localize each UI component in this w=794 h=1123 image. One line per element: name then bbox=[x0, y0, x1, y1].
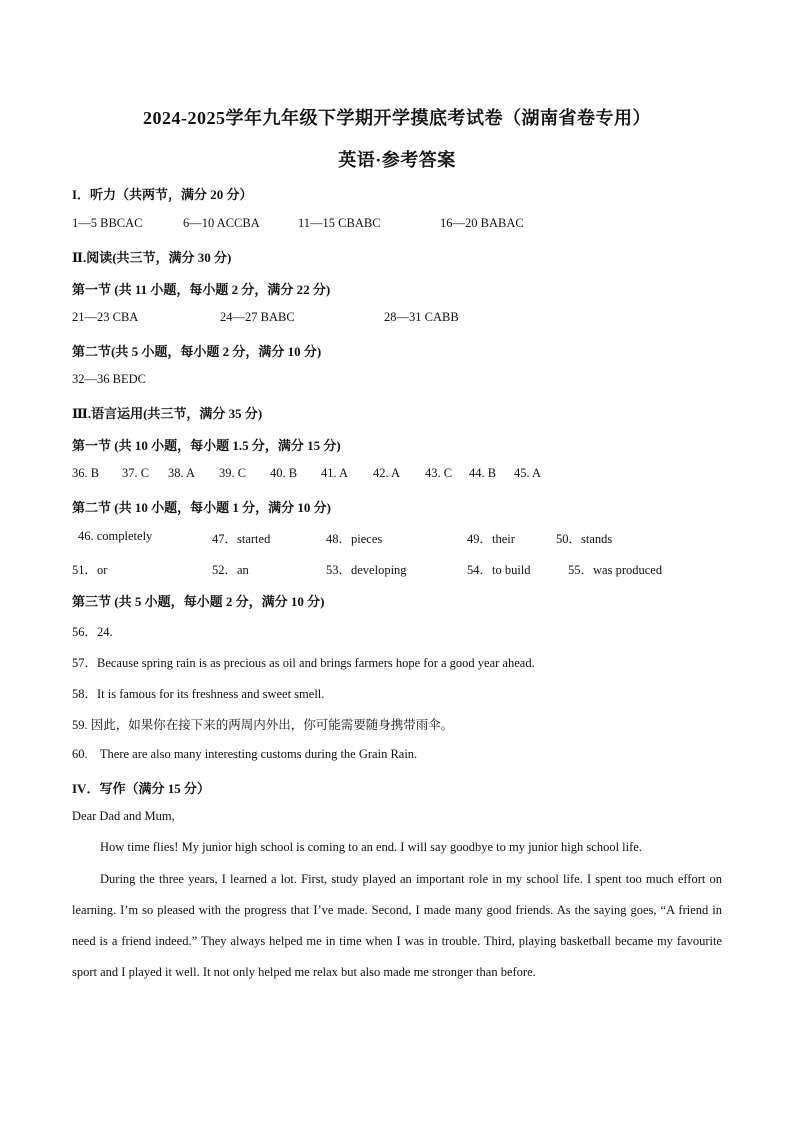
answer-item: 54．to build bbox=[467, 563, 531, 577]
answer-item: 50．stands bbox=[556, 532, 613, 546]
answer-group: 6—10 ACCBA bbox=[183, 216, 260, 230]
letter-paragraph: During the three years, I learned a lot. First, study played an important role in my school life. I spent too much effort on learning. I’m so pleased with the progress that I’ve made. Second, I made many good friends. As the saying goes, “A friend in need is a friend indeed.” They always helped me in time when I was in trouble. Third, playing basketball became my favourite sport and I played it well. It not only helped me relax but also made me stronger than before. bbox=[72, 872, 722, 979]
answer-item: 45. A bbox=[514, 466, 542, 480]
answer-item: 40. B bbox=[270, 466, 298, 480]
answer-item: 42. A bbox=[373, 466, 401, 480]
language-part3-heading: 第三节 (共 5 小题，每小题 2 分，满分 10 分) bbox=[72, 594, 325, 609]
answer-item: 47．started bbox=[212, 532, 271, 546]
answer-line: 60. There are also many interesting customs during the Grain Rain. bbox=[72, 747, 418, 761]
answer-line: 59. 因此，如果你在接下来的两周内外出，你可能需要随身携带雨伞。 bbox=[72, 718, 454, 732]
answer-group: 32—36 BEDC bbox=[72, 372, 146, 386]
answer-line: 56．24. bbox=[72, 625, 113, 639]
answer-line: 57．Because spring rain is as precious as oil and brings farmers hope for a good year ahead. bbox=[72, 656, 535, 670]
answer-item: 49．their bbox=[467, 532, 515, 546]
answer-group: 21—23 CBA bbox=[72, 310, 139, 324]
section-writing-heading: IV．写作（满分 15 分） bbox=[72, 781, 210, 796]
answer-item: 44. B bbox=[469, 466, 497, 480]
reading-part1-heading: 第一节 (共 11 小题，每小题 2 分，满分 22 分) bbox=[72, 282, 331, 297]
answer-group: 28—31 CABB bbox=[384, 310, 459, 324]
answer-item: 46. completely bbox=[78, 529, 153, 543]
answer-item: 36. B bbox=[72, 466, 100, 480]
language-part1-heading: 第一节 (共 10 小题，每小题 1.5 分，满分 15 分) bbox=[72, 438, 341, 453]
answer-group: 11—15 CBABC bbox=[298, 216, 381, 230]
section-language-heading: Ⅲ.语言运用(共三节，满分 35 分) bbox=[72, 406, 263, 421]
answer-item: 38. A bbox=[168, 466, 196, 480]
section-listening-heading: I．听力（共两节，满分 20 分） bbox=[72, 187, 253, 202]
answer-item: 43. C bbox=[425, 466, 453, 480]
answer-line: 58．It is famous for its freshness and sweet smell. bbox=[72, 687, 325, 701]
answer-group: 16—20 BABAC bbox=[440, 216, 524, 230]
answer-item: 37. C bbox=[122, 466, 150, 480]
letter-greeting: Dear Dad and Mum, bbox=[72, 809, 175, 823]
answer-item: 52．an bbox=[212, 563, 249, 577]
section-reading-heading: Ⅱ.阅读(共三节，满分 30 分) bbox=[72, 250, 232, 265]
answer-group: 1—5 BBCAC bbox=[72, 216, 143, 230]
answer-item: 39. C bbox=[219, 466, 247, 480]
page-subtitle: 英语·参考答案 bbox=[338, 150, 456, 170]
answer-item: 55．was produced bbox=[568, 563, 663, 577]
letter-paragraph: How time flies! My junior high school is coming to an end. I will say goodbye to my junior high school life. bbox=[100, 840, 642, 854]
answer-item: 48．pieces bbox=[326, 532, 383, 546]
language-part2-heading: 第二节 (共 10 小题，每小题 1 分，满分 10 分) bbox=[72, 500, 331, 515]
answer-item: 41. A bbox=[321, 466, 349, 480]
page-title: 2024-2025学年九年级下学期开学摸底考试卷（湖南省卷专用） bbox=[143, 108, 651, 128]
answer-item: 53．developing bbox=[326, 563, 407, 577]
answer-group: 24—27 BABC bbox=[220, 310, 295, 324]
reading-part2-heading: 第二节(共 5 小题，每小题 2 分，满分 10 分) bbox=[72, 344, 322, 359]
answer-item: 51．or bbox=[72, 563, 108, 577]
